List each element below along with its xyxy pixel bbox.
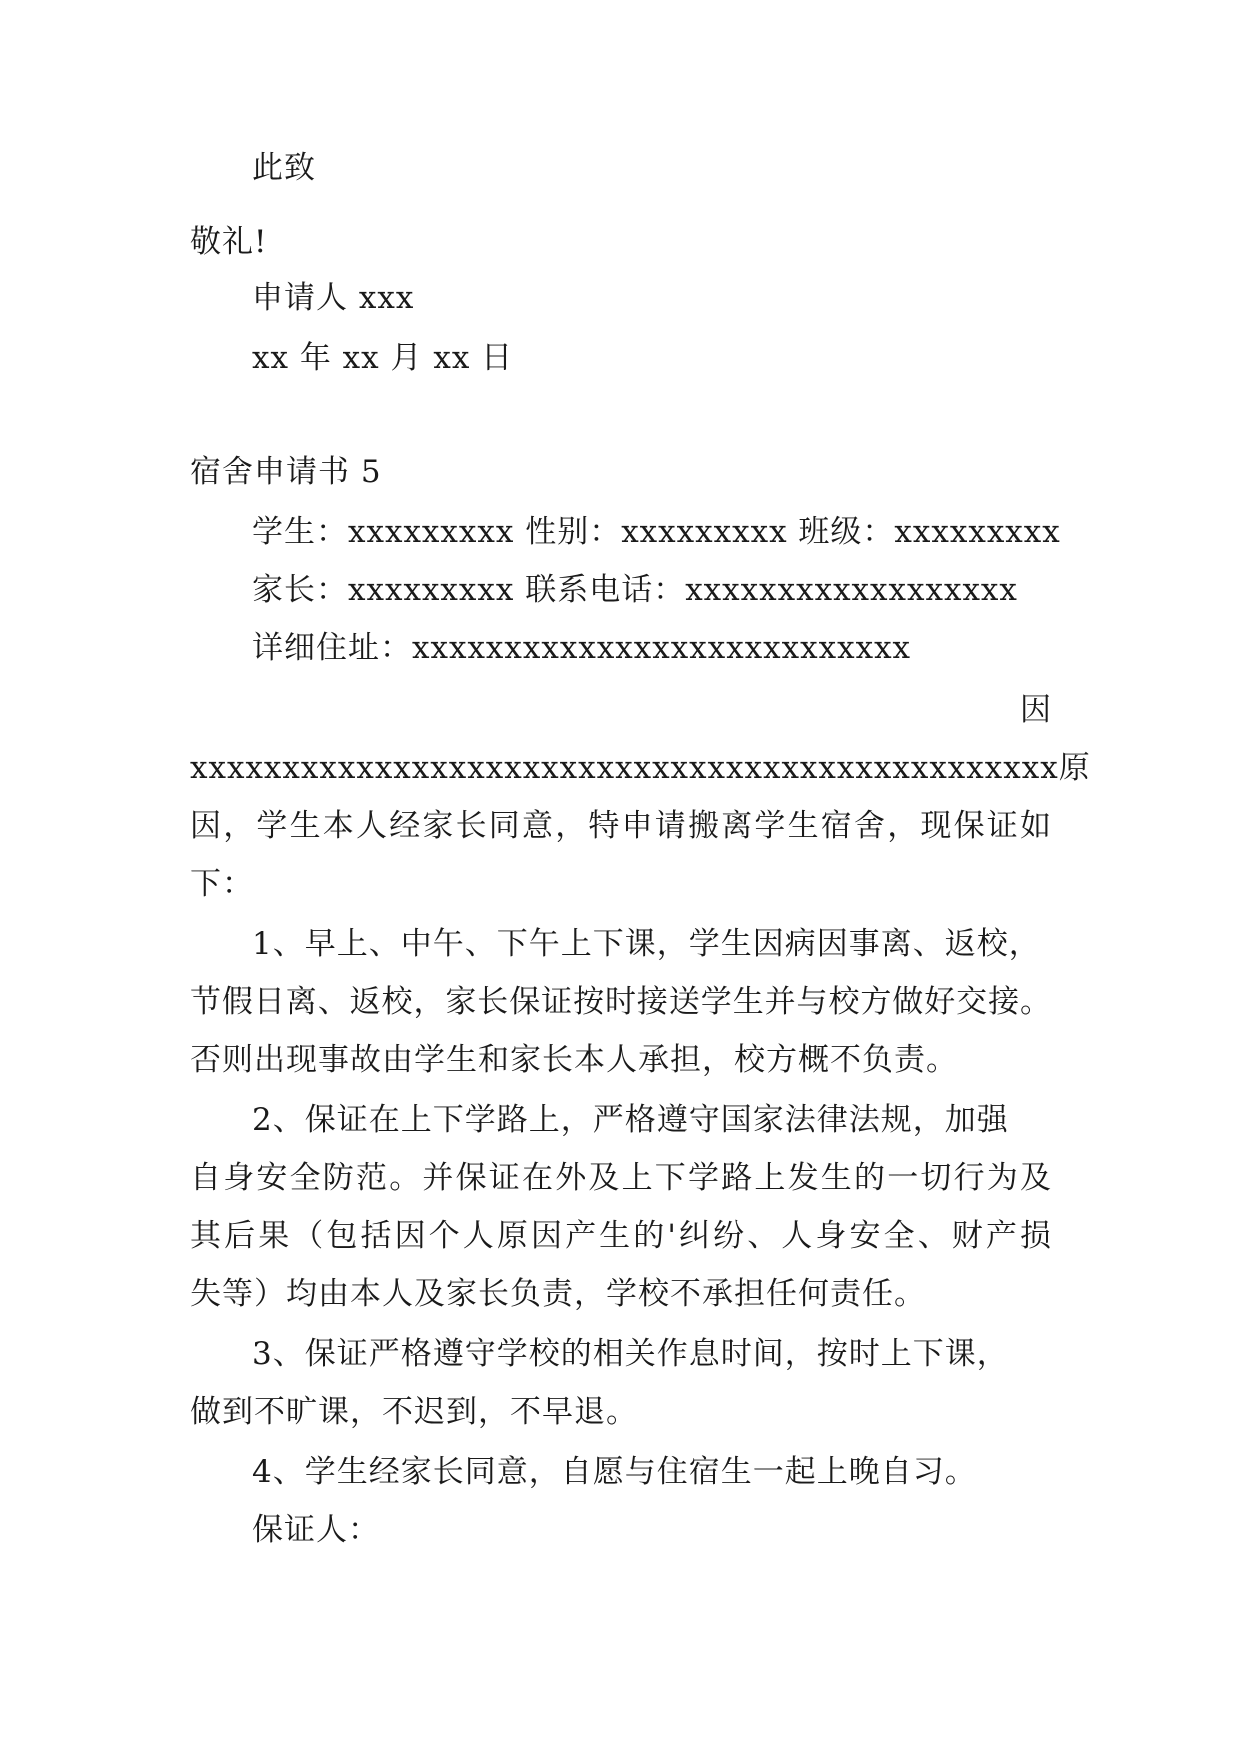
applicant-line: 申请人 xxx — [252, 280, 415, 316]
item1-line-1: 1、早上、中午、下午上下课，学生因病因事离、返校， — [252, 926, 1041, 962]
section-title: 宿舍申请书 5 — [190, 454, 382, 490]
field-line-parent: 家长：xxxxxxxxx 联系电话：xxxxxxxxxxxxxxxxxx — [252, 572, 1018, 608]
date-line: xx 年 xx 月 xx 日 — [252, 340, 514, 376]
field-line-student: 学生：xxxxxxxxx 性别：xxxxxxxxx 班级：xxxxxxxxx — [252, 514, 1061, 550]
item2-line-4: 失等）均由本人及家长负责，学校不承担任何责任。 — [190, 1276, 926, 1312]
intro-line-4: 下： — [190, 866, 254, 902]
item2-line-3: 其后果（包括因个人原因产生的'纠纷、人身安全、财产损 — [190, 1218, 1051, 1254]
item1-line-3: 否则出现事故由学生和家长本人承担，校方概不负责。 — [190, 1042, 958, 1078]
guarantor-label: 保证人： — [252, 1512, 380, 1548]
closing-regards: 敬礼! — [190, 224, 268, 260]
intro-line-3: 因，学生本人经家长同意，特申请搬离学生宿舍，现保证如 — [190, 808, 1051, 844]
intro-line-1: 因 — [1020, 692, 1051, 728]
item2-line-1: 2、保证在上下学路上，严格遵守国家法律法规，加强 — [252, 1102, 1009, 1138]
intro-reason-placeholder: xxxxxxxxxxxxxxxxxxxxxxxxxxxxxxxxxxxxxxxxxxxxxxx — [190, 750, 1059, 786]
intro-line-2-end: 原 — [1058, 750, 1090, 786]
item1-line-2: 节假日离、返校，家长保证按时接送学生并与校方做好交接。 — [190, 984, 1051, 1020]
item3-line-1: 3、保证严格遵守学校的相关作息时间，按时上下课， — [252, 1336, 1009, 1372]
closing-salutation: 此致 — [252, 150, 316, 186]
item4-line-1: 4、学生经家长同意，自愿与住宿生一起上晚自习。 — [252, 1454, 977, 1490]
field-line-address: 详细住址：xxxxxxxxxxxxxxxxxxxxxxxxxxx — [252, 630, 912, 666]
item3-line-2: 做到不旷课，不迟到，不早退。 — [190, 1394, 638, 1430]
intro-line-2 — [190, 748, 1090, 788]
item2-line-2: 自身安全防范。并保证在外及上下学路上发生的一切行为及 — [190, 1160, 1051, 1196]
